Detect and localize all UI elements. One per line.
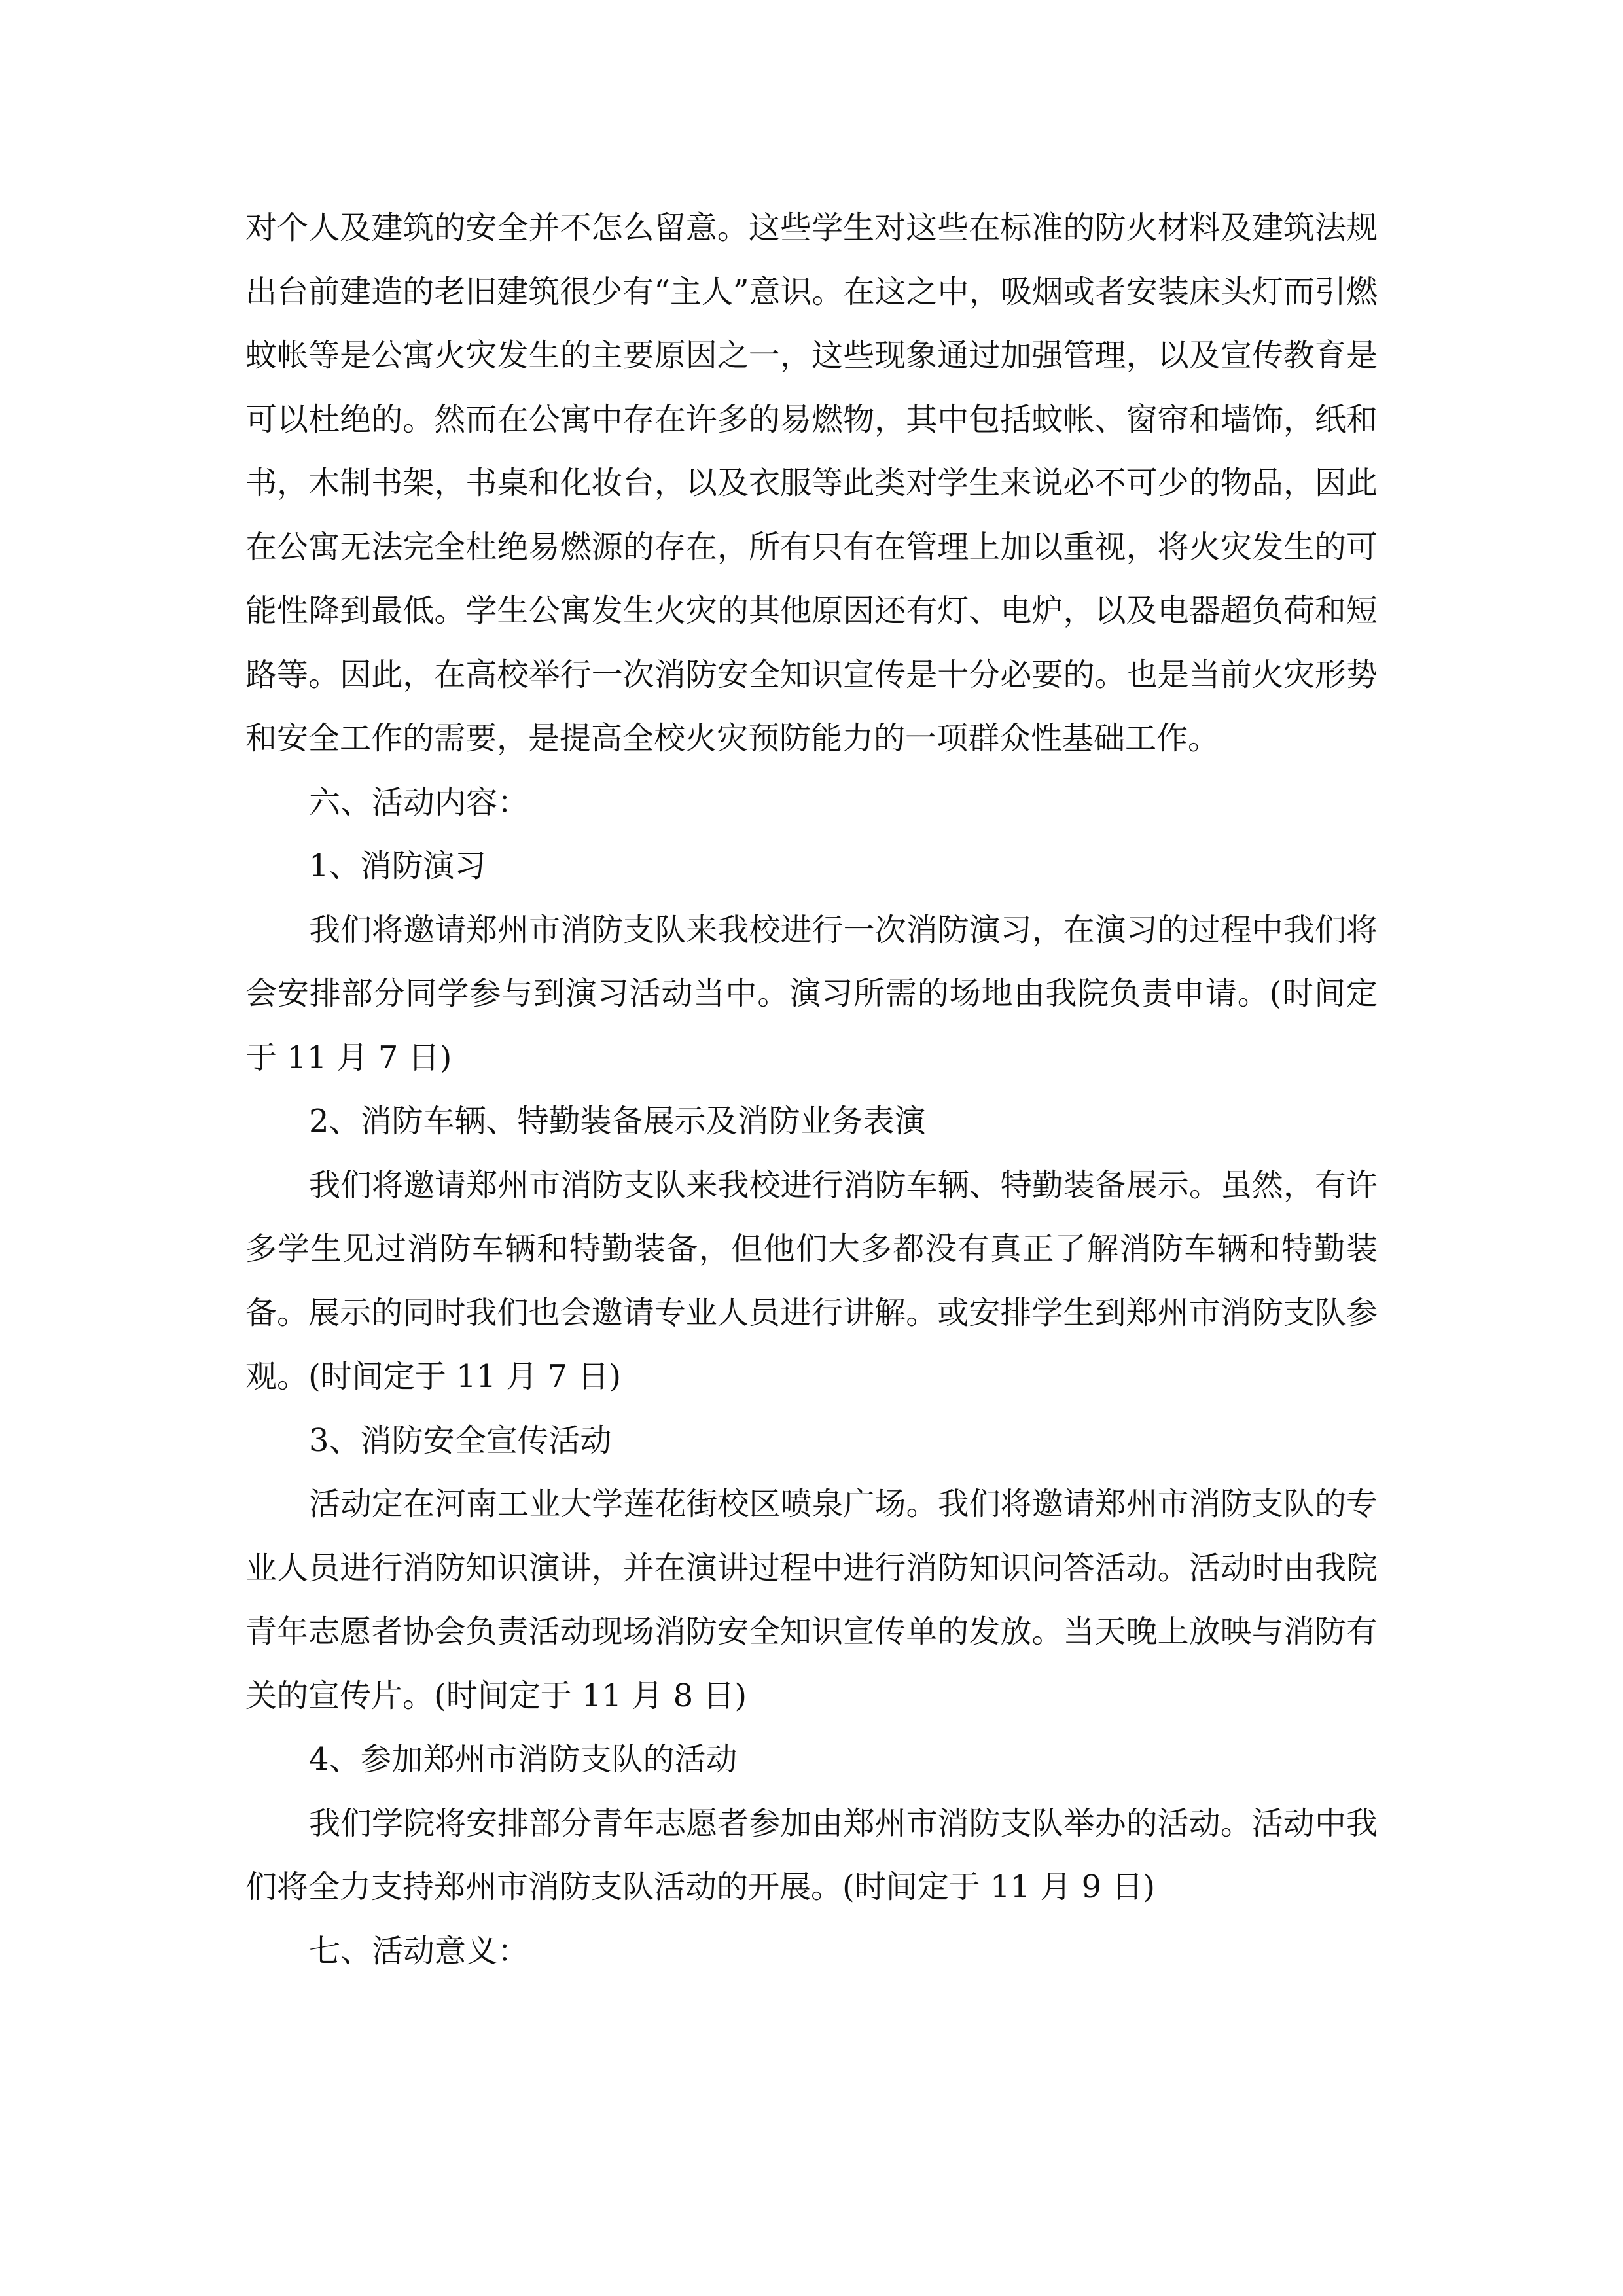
subheading-fire-drill: 1、消防演习 [309,848,486,884]
paragraph-intro: 对个人及建筑的安全并不怎么留意。这些学生对这些在标准的防火材料及建筑法规出台前建造的老旧建筑很少有“主人”意识。在这之中，吸烟或者安装床头灯而引燃蚊帐等是公寓火灾发生的主要原因之一，这些现象通过加强管理，以及宣传教育是可以杜绝的。然而在公寓中存在许多的易燃物，其中包括蚊帐、窗帘和墙饰，纸和书，木制书架，书桌和化妆台，以及衣服等此类对学生来说必不可少的物品，因此在公寓无法完全杜绝易燃源的存在，所有只有在管理上加以重视，将火灾发生的可能性降到最低。学生公寓发生火灾的其他原因还有灯、电炉，以及电器超负荷和短路等。因此，在高校举行一次消防安全知识宣传是十分必要的。也是当前火灾形势和安全工作的需要，是提高全校火灾预防能力的一项群众性基础工作。 [245,209,1378,757]
paragraph-fire-drill: 我们将邀请郑州市消防支队来我校进行一次消防演习，在演习的过程中我们将会安排部分同学参与到演习活动当中。演习所需的场地由我院负责申请。(时间定于 11 月 7 日) [245,911,1378,1076]
subheading-join-brigade: 4、参加郑州市消防支队的活动 [309,1741,738,1778]
document-page [245,196,1378,1983]
section-heading-activity-content: 六、活动内容： [309,783,529,821]
section-heading-significance: 七、活动意义： [309,1932,529,1969]
paragraph-vehicle-display: 我们将邀请郑州市消防支队来我校进行消防车辆、特勤装备展示。虽然，有许多学生见过消防车辆和特勤装备，但他们大多都没有真正了解消防车辆和特勤装备。展示的同时我们也会邀请专业人员进行讲解。或安排学生到郑州市消防支队参观。(时间定于 11 月 7 日) [245,1166,1378,1395]
paragraph-safety-publicity: 活动定在河南工业大学莲花街校区喷泉广场。我们将邀请郑州市消防支队的专业人员进行消防知识演讲，并在演讲过程中进行消防知识问答活动。活动时由我院青年志愿者协会负责活动现场消防安全知识宣传单的发放。当天晚上放映与消防有关的宣传片。(时间定于 11 月 8 日) [245,1486,1378,1714]
subheading-safety-publicity: 3、消防安全宣传活动 [309,1422,612,1459]
subheading-vehicle-display: 2、消防车辆、特勤装备展示及消防业务表演 [309,1103,926,1139]
paragraph-join-brigade: 我们学院将安排部分青年志愿者参加由郑州市消防支队举办的活动。活动中我们将全力支持郑州市消防支队活动的开展。(时间定于 11 月 9 日) [245,1804,1378,1905]
